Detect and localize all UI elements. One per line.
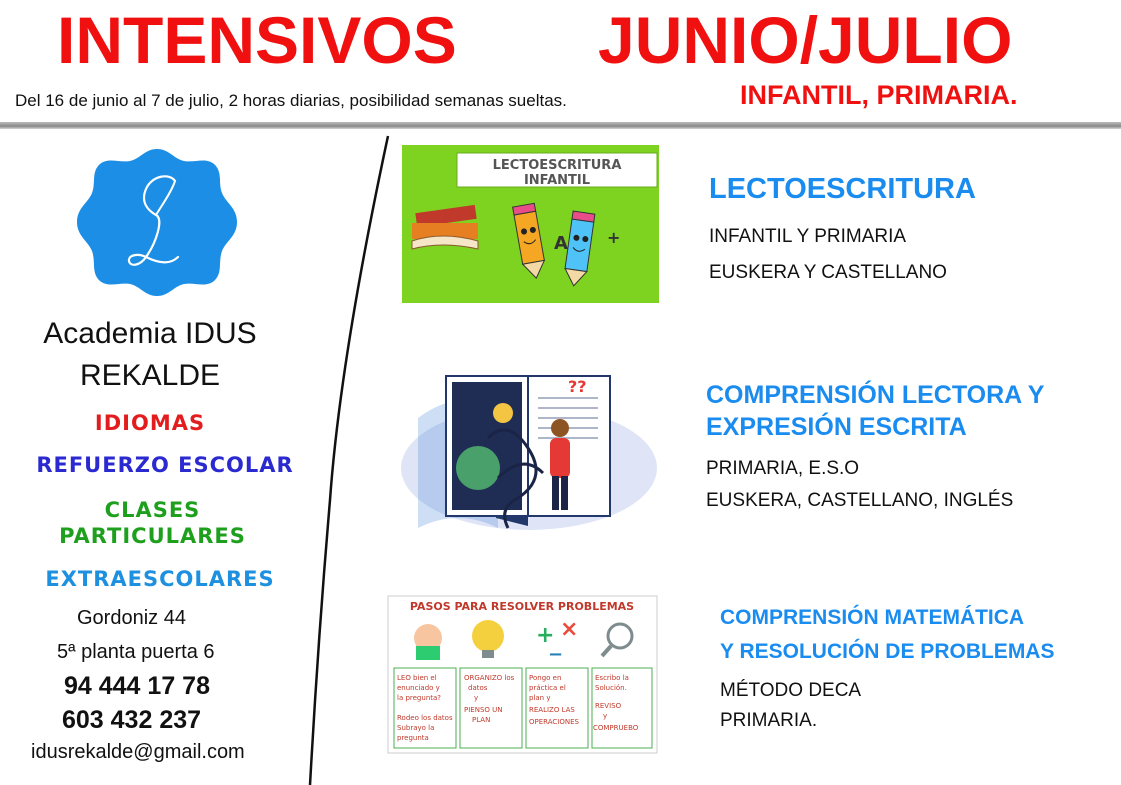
- svg-text:+: +: [607, 228, 621, 247]
- svg-text:datos: datos: [468, 684, 488, 692]
- svg-text:+: +: [536, 623, 555, 648]
- svg-text:REALIZO LAS: REALIZO LAS: [529, 706, 575, 714]
- header-divider: [0, 122, 1121, 129]
- svg-text:y: y: [603, 712, 608, 720]
- svg-text:PLAN: PLAN: [472, 716, 491, 724]
- svg-text:y: y: [474, 694, 479, 702]
- service-clases-line2: PARTICULARES: [59, 524, 246, 548]
- svg-text:práctica el: práctica el: [529, 684, 566, 692]
- svg-text:??: ??: [568, 377, 587, 396]
- image-text-infantil: INFANTIL: [523, 173, 591, 188]
- title-junio-julio: JUNIO/JULIO: [598, 3, 1013, 77]
- image-header-pasos: PASOS PARA RESOLVER PROBLEMAS: [409, 600, 635, 613]
- academy-name-line1: Academia IDUS: [43, 317, 257, 350]
- course-comprension-title-line2: EXPRESIÓN ESCRITA: [706, 413, 967, 441]
- course-lectoescritura-title: LECTOESCRITURA: [709, 173, 976, 205]
- svg-text:COMPRUEBO: COMPRUEBO: [593, 724, 639, 732]
- course-lectoescritura-line2: EUSKERA Y CASTELLANO: [709, 262, 947, 283]
- address-line2: 5ª planta puerta 6: [57, 641, 215, 663]
- academy-name-line2: REKALDE: [79, 359, 221, 392]
- course-comprension-line1: PRIMARIA, E.S.O: [706, 458, 860, 479]
- svg-text:Subrayo la: Subrayo la: [397, 724, 435, 732]
- phone-2: 603 432 237: [62, 706, 202, 734]
- svg-text:Solución.: Solución.: [595, 684, 627, 692]
- svg-text:Escribo la: Escribo la: [595, 674, 629, 682]
- email[interactable]: idusrekalde@gmail.com: [31, 741, 245, 763]
- svg-text:PIENSO UN: PIENSO UN: [464, 706, 503, 714]
- svg-text:enunciado y: enunciado y: [397, 684, 440, 692]
- course-lectoescritura-line1: INFANTIL Y PRIMARIA: [709, 226, 907, 247]
- svg-text:×: ×: [560, 617, 579, 642]
- academy-logo: [74, 132, 240, 300]
- service-extraescolares: EXTRAESCOLARES: [45, 567, 275, 591]
- title-intensivos: INTENSIVOS: [57, 3, 457, 77]
- svg-text:Pongo en: Pongo en: [529, 674, 562, 682]
- svg-text:−: −: [548, 644, 564, 665]
- service-clases: [0, 497, 305, 549]
- lectoescritura-image: [402, 145, 659, 303]
- course-matematica-line2: PRIMARIA.: [720, 710, 818, 731]
- course-matematica-title-line2: Y RESOLUCIÓN DE PROBLEMAS: [720, 640, 1055, 663]
- svg-text:ORGANIZO los: ORGANIZO los: [464, 674, 515, 682]
- svg-text:la pregunta?: la pregunta?: [397, 694, 441, 702]
- svg-text:REVISO: REVISO: [595, 702, 622, 710]
- course-comprension-line2: EUSKERA, CASTELLANO, INGLÉS: [706, 490, 1014, 511]
- comprension-lectora-image: [398, 358, 660, 536]
- svg-text:LEO bien el: LEO bien el: [397, 674, 437, 682]
- svg-text:OPERACIONES: OPERACIONES: [529, 718, 579, 726]
- image-text-lectoescritura: LECTOESCRITURA: [492, 158, 622, 173]
- resolver-problemas-image: [388, 596, 657, 753]
- svg-text:A: A: [554, 233, 568, 254]
- svg-text:pregunta: pregunta: [397, 734, 429, 742]
- course-matematica-line1: MÉTODO DECA: [720, 680, 862, 701]
- course-comprension-title-line1: COMPRENSIÓN LECTORA Y: [706, 381, 1045, 409]
- service-idiomas: IDIOMAS: [94, 411, 206, 435]
- course-matematica-title-line1: COMPRENSIÓN MATEMÁTICA: [720, 606, 1025, 629]
- svg-text:plan y: plan y: [529, 694, 551, 702]
- svg-text:Rodeo los datos: Rodeo los datos: [397, 714, 453, 722]
- phone-1: 94 444 17 78: [64, 672, 210, 700]
- address-line1: Gordoniz 44: [77, 607, 186, 629]
- dates-text: Del 16 de junio al 7 de julio, 2 horas diarias, posibilidad semanas sueltas.: [15, 91, 567, 110]
- service-clases-line1: CLASES: [104, 498, 201, 522]
- logo-letter: L: [74, 132, 83, 149]
- levels-text: INFANTIL, PRIMARIA.: [740, 80, 1018, 110]
- service-refuerzo: REFUERZO ESCOLAR: [36, 453, 294, 477]
